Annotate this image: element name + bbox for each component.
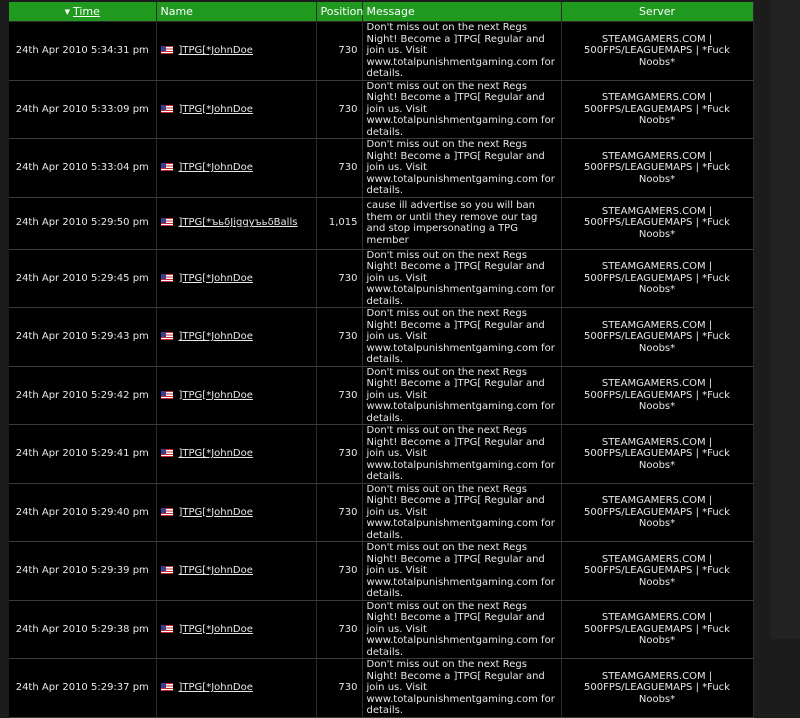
message-cell: Don't miss out on the next Regs Night! Become a ]TPG[ Regular and join us. Visit www.totalpunishmentgaming.com for details. — [362, 139, 561, 198]
time-cell: 24th Apr 2010 5:29:50 pm — [9, 197, 156, 249]
server-cell: STEAMGAMERS.COM | 500FPS/LEAGUEMAPS | *Fuck Noobs* — [561, 80, 753, 139]
name-cell — [156, 308, 316, 367]
table-row — [9, 22, 753, 81]
name-cell — [156, 659, 316, 718]
name-cell — [156, 139, 316, 198]
time-cell: 24th Apr 2010 5:29:39 pm — [9, 542, 156, 601]
name-cell — [156, 366, 316, 425]
column-header-time[interactable] — [9, 2, 156, 22]
column-header-name: Name — [156, 2, 316, 22]
time-cell: 24th Apr 2010 5:29:45 pm — [9, 249, 156, 308]
name-cell — [156, 600, 316, 659]
us-flag-icon — [161, 683, 173, 691]
table-row — [9, 425, 753, 484]
name-cell — [156, 197, 316, 249]
server-cell: STEAMGAMERS.COM | 500FPS/LEAGUEMAPS | *Fuck Noobs* — [561, 366, 753, 425]
message-cell: Don't miss out on the next Regs Night! Become a ]TPG[ Regular and join us. Visit www.totalpunishmentgaming.com for details. — [362, 600, 561, 659]
table-row — [9, 249, 753, 308]
player-name-link[interactable]: ]TPG[*JohnDoe — [178, 682, 253, 693]
server-cell: STEAMGAMERS.COM | 500FPS/LEAGUEMAPS | *Fuck Noobs* — [561, 425, 753, 484]
us-flag-icon — [161, 163, 173, 171]
player-name-link[interactable]: ]TPG[*JohnDoe — [178, 389, 253, 401]
name-cell — [156, 80, 316, 139]
time-cell: 24th Apr 2010 5:29:42 pm — [9, 366, 156, 425]
server-cell: STEAMGAMERS.COM | 500FPS/LEAGUEMAPS | *Fuck Noobs* — [561, 249, 753, 308]
time-cell: 24th Apr 2010 5:29:38 pm — [9, 600, 156, 659]
message-cell: Don't miss out on the next Regs Night! Become a ]TPG[ Regular and join us. Visit www.totalpunishmentgaming.com for details. — [362, 249, 561, 308]
time-cell: 24th Apr 2010 5:33:04 pm — [9, 139, 156, 198]
player-name-link[interactable]: ]TPG[*JohnDoe — [178, 565, 253, 576]
us-flag-icon — [161, 46, 173, 54]
column-header-position: Position — [316, 2, 362, 22]
message-cell: Don't miss out on the next Regs Night! Become a ]TPG[ Regular and join us. Visit www.totalpunishmentgaming.com for details. — [362, 659, 561, 718]
server-cell: STEAMGAMERS.COM | 500FPS/LEAGUEMAPS | *Fuck Noobs* — [561, 542, 753, 601]
message-cell: Don't miss out on the next Regs Night! Become a ]TPG[ Regular and join us. Visit www.totalpunishmentgaming.com for details. — [362, 425, 561, 484]
column-header-message: Message — [362, 2, 561, 22]
message-cell: cause ill advertise so you will ban them or until they remove our tag and stop impersonating a TPG member — [362, 197, 561, 249]
us-flag-icon — [161, 625, 173, 633]
table-row — [9, 483, 753, 542]
table-row — [9, 80, 753, 139]
server-cell: STEAMGAMERS.COM | 500FPS/LEAGUEMAPS | *Fuck Noobs* — [561, 139, 753, 198]
table-row — [9, 197, 753, 249]
table-header-row — [9, 2, 753, 22]
table-row — [9, 600, 753, 659]
right-margin — [770, 0, 800, 639]
message-cell: Don't miss out on the next Regs Night! Become a ]TPG[ Regular and join us. Visit www.totalpunishmentgaming.com for details. — [362, 22, 561, 81]
position-cell: 730 — [316, 139, 362, 198]
server-cell: STEAMGAMERS.COM | 500FPS/LEAGUEMAPS | *Fuck Noobs* — [561, 483, 753, 542]
server-cell: STEAMGAMERS.COM | 500FPS/LEAGUEMAPS | *Fuck Noobs* — [561, 659, 753, 718]
position-cell: 730 — [316, 366, 362, 425]
sort-down-arrow-icon: ▼ — [64, 8, 70, 16]
table-row — [9, 659, 753, 718]
player-name-link[interactable]: ]TPG[*JohnDoe — [178, 331, 253, 342]
position-cell: 730 — [316, 308, 362, 367]
player-name-link[interactable]: ]TPG[*JohnDoe — [178, 623, 253, 635]
player-name-link[interactable]: ]TPG[*ъьδJiggyъьδBalls — [178, 217, 298, 229]
position-cell: 730 — [316, 249, 362, 308]
us-flag-icon — [161, 218, 173, 226]
chat-log-body — [9, 22, 753, 718]
column-header-server: Server — [561, 2, 753, 22]
message-cell: Don't miss out on the next Regs Night! Become a ]TPG[ Regular and join us. Visit www.totalpunishmentgaming.com for details. — [362, 483, 561, 542]
player-name-link[interactable]: ]TPG[*JohnDoe — [178, 448, 253, 459]
message-cell: Don't miss out on the next Regs Night! Become a ]TPG[ Regular and join us. Visit www.totalpunishmentgaming.com for details. — [362, 308, 561, 367]
message-cell: Don't miss out on the next Regs Night! Become a ]TPG[ Regular and join us. Visit www.totalpunishmentgaming.com for details. — [362, 80, 561, 139]
position-cell: 730 — [316, 22, 362, 81]
name-cell — [156, 249, 316, 308]
position-cell: 730 — [316, 80, 362, 139]
time-cell: 24th Apr 2010 5:29:43 pm — [9, 308, 156, 367]
name-cell — [156, 542, 316, 601]
name-cell — [156, 483, 316, 542]
us-flag-icon — [161, 508, 173, 516]
column-header-time-label[interactable]: Time — [72, 5, 100, 18]
time-cell: 24th Apr 2010 5:29:40 pm — [9, 483, 156, 542]
table-row — [9, 308, 753, 367]
position-cell: 1,015 — [316, 197, 362, 249]
table-row — [9, 366, 753, 425]
player-name-link[interactable]: ]TPG[*JohnDoe — [178, 272, 253, 284]
player-name-link[interactable]: ]TPG[*JohnDoe — [178, 45, 253, 56]
us-flag-icon — [161, 449, 173, 457]
player-name-link[interactable]: ]TPG[*JohnDoe — [178, 506, 253, 518]
server-cell: STEAMGAMERS.COM | 500FPS/LEAGUEMAPS | *Fuck Noobs* — [561, 308, 753, 367]
time-cell: 24th Apr 2010 5:34:31 pm — [9, 22, 156, 81]
position-cell: 730 — [316, 659, 362, 718]
message-cell: Don't miss out on the next Regs Night! Become a ]TPG[ Regular and join us. Visit www.totalpunishmentgaming.com for details. — [362, 542, 561, 601]
position-cell: 730 — [316, 425, 362, 484]
chat-log-table — [9, 2, 754, 718]
player-name-link[interactable]: ]TPG[*JohnDoe — [178, 162, 253, 173]
name-cell — [156, 425, 316, 484]
position-cell: 730 — [316, 483, 362, 542]
us-flag-icon — [161, 332, 173, 340]
server-cell: STEAMGAMERS.COM | 500FPS/LEAGUEMAPS | *Fuck Noobs* — [561, 22, 753, 81]
message-cell: Don't miss out on the next Regs Night! Become a ]TPG[ Regular and join us. Visit www.totalpunishmentgaming.com for details. — [362, 366, 561, 425]
position-cell: 730 — [316, 542, 362, 601]
us-flag-icon — [161, 391, 173, 399]
time-cell: 24th Apr 2010 5:33:09 pm — [9, 80, 156, 139]
us-flag-icon — [161, 274, 173, 282]
us-flag-icon — [161, 105, 173, 113]
time-cell: 24th Apr 2010 5:29:41 pm — [9, 425, 156, 484]
table-row — [9, 139, 753, 198]
name-cell — [156, 22, 316, 81]
position-cell: 730 — [316, 600, 362, 659]
time-cell: 24th Apr 2010 5:29:37 pm — [9, 659, 156, 718]
us-flag-icon — [161, 566, 173, 574]
server-cell: STEAMGAMERS.COM | 500FPS/LEAGUEMAPS | *Fuck Noobs* — [561, 600, 753, 659]
player-name-link[interactable]: ]TPG[*JohnDoe — [178, 103, 253, 115]
server-cell: STEAMGAMERS.COM | 500FPS/LEAGUEMAPS | *Fuck Noobs* — [561, 197, 753, 249]
table-row — [9, 542, 753, 601]
